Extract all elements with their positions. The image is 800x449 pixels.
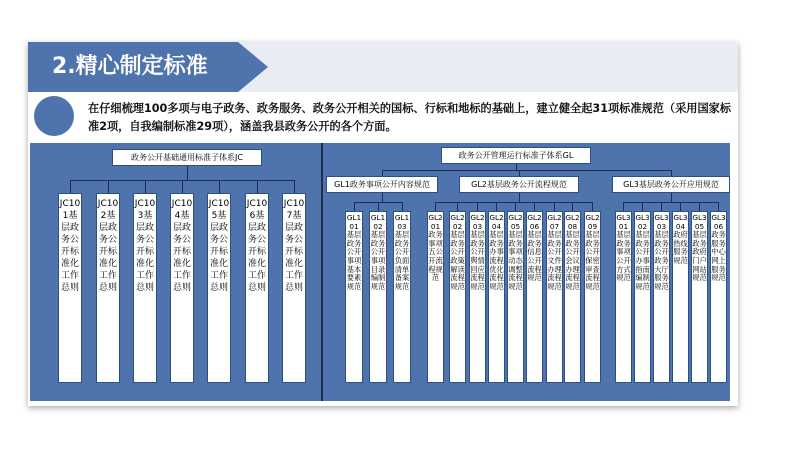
gl-header-box: 政务公开管理运行标准子体系GL (441, 147, 591, 164)
jc-header-box: 政务公开基础通用标准子体系JC (112, 149, 262, 166)
gl2-item-box: GL201政务事项五公开流程规范 (427, 211, 444, 383)
gl3-item-drop-line (623, 202, 624, 211)
gl3-drop-line (671, 170, 672, 176)
jc-drop-line (108, 180, 109, 193)
gl3-item-box: GL301基层政务事项公开方式规范 (615, 211, 632, 383)
gl3-item-drop-line (718, 202, 719, 211)
gl3-item-box: GL302基层政务公开办事指南编制规范 (634, 211, 651, 383)
gl2-item-box: GL202基层政务公开政策解读流程规范 (449, 211, 466, 383)
gl2-stem-line (519, 193, 520, 202)
section-divider (321, 143, 323, 401)
gl3-item-box: GL305基层政务政府门户网站规范 (691, 211, 708, 383)
gl2-item-drop-line (496, 202, 497, 211)
gl3-item-drop-line (661, 202, 662, 211)
gl2-item-drop-line (477, 202, 478, 211)
gl1-item-drop-line (354, 202, 355, 211)
standards-diagram (30, 143, 730, 401)
gl3-item-drop-line (680, 202, 681, 211)
gl3-item-drop-line (642, 202, 643, 211)
gl3-stem-line (671, 193, 672, 202)
gl2-item-drop-line (515, 202, 516, 211)
gl3-item-box: GL306政务服务中心网上服务规范 (710, 211, 727, 383)
gl1-drop-line (382, 170, 383, 176)
gl1-item-drop-line (402, 202, 403, 211)
gl2-item-drop-line (457, 202, 458, 211)
gl2-item-box: GL203基层政务公开舆情回应流程规范 (469, 211, 486, 383)
gl1-stem-line (382, 193, 383, 202)
jc-item-box: JC103基层政务公开标准化工作总则 (133, 193, 157, 383)
gl1-item-box: GL103基层政务公开负面清单备案规范 (393, 211, 411, 383)
gl2-item-box: GL206基层政务信息公开流程规范 (526, 211, 543, 383)
jc-drop-line (70, 180, 71, 193)
gl2-item-box: GL207基层政务公开文件办理流程规范 (546, 211, 563, 383)
jc-drop-line (219, 180, 220, 193)
jc-item-box: JC101基层政务公开标准化工作总则 (58, 193, 82, 383)
gl1-item-box: GL102基层政务公开事项目录编制规范 (369, 211, 387, 383)
bullet-circle (34, 96, 74, 136)
jc-item-box: JC105基层政务公开标准化工作总则 (207, 193, 231, 383)
gl3-item-box: GL303基层政务公开政务大厅服务规范 (653, 211, 670, 383)
jc-drop-line (145, 180, 146, 193)
slide (28, 42, 738, 406)
gl2-drop-line (519, 170, 520, 176)
gl-bus-line (382, 170, 672, 171)
jc-item-box: JC107基层政务公开标准化工作总则 (282, 193, 306, 383)
description-text: 在仔细梳理100多项与电子政务、政务服务、政务公开相关的国标、行标和地标的基础上，建立健全起31项标准规范（采用国家标准2项，自我编制标准29项），涵盖我县政务公开的各个方面。 (88, 102, 732, 133)
gl3-bus-line (623, 202, 719, 203)
gl2-item-drop-line (592, 202, 593, 211)
gl2-item-drop-line (554, 202, 555, 211)
gl1-item-drop-line (378, 202, 379, 211)
gl2-bus-line (435, 202, 593, 203)
slide-title: 2.精心制定标准 (52, 54, 208, 79)
jc-stem-line (187, 166, 188, 180)
gl2-item-box: GL209基层政务公开保密审查流程规范 (584, 211, 601, 383)
jc-item-box: JC106基层政务公开标准化工作总则 (245, 193, 269, 383)
gl2-item-drop-line (534, 202, 535, 211)
gl1-item-box: GL101基层政务公开事项基本要素规范 (345, 211, 363, 383)
jc-item-box: JC102基层政务公开标准化工作总则 (96, 193, 120, 383)
jc-drop-line (257, 180, 258, 193)
jc-drop-line (182, 180, 183, 193)
gl3-item-box: GL304政府热线服务规范 (672, 211, 689, 383)
gl3-item-drop-line (699, 202, 700, 211)
gl2-item-box: GL205基层政务事项动态调整流程规范 (507, 211, 524, 383)
gl3-header-box: GL3基层政务公开应用规范 (612, 176, 730, 193)
jc-item-box: JC104基层政务公开标准化工作总则 (170, 193, 194, 383)
gl2-item-box: GL208基层政务公开会议办理流程规范 (564, 211, 581, 383)
gl1-header-box: GL1政务事项公开内容规范 (326, 176, 438, 193)
gl2-header-box: GL2基层政务公开流程规范 (459, 176, 579, 193)
jc-drop-line (294, 180, 295, 193)
gl2-item-drop-line (435, 202, 436, 211)
gl2-item-drop-line (572, 202, 573, 211)
gl2-item-box: GL204基层政务办事流程优化流程规范 (488, 211, 505, 383)
